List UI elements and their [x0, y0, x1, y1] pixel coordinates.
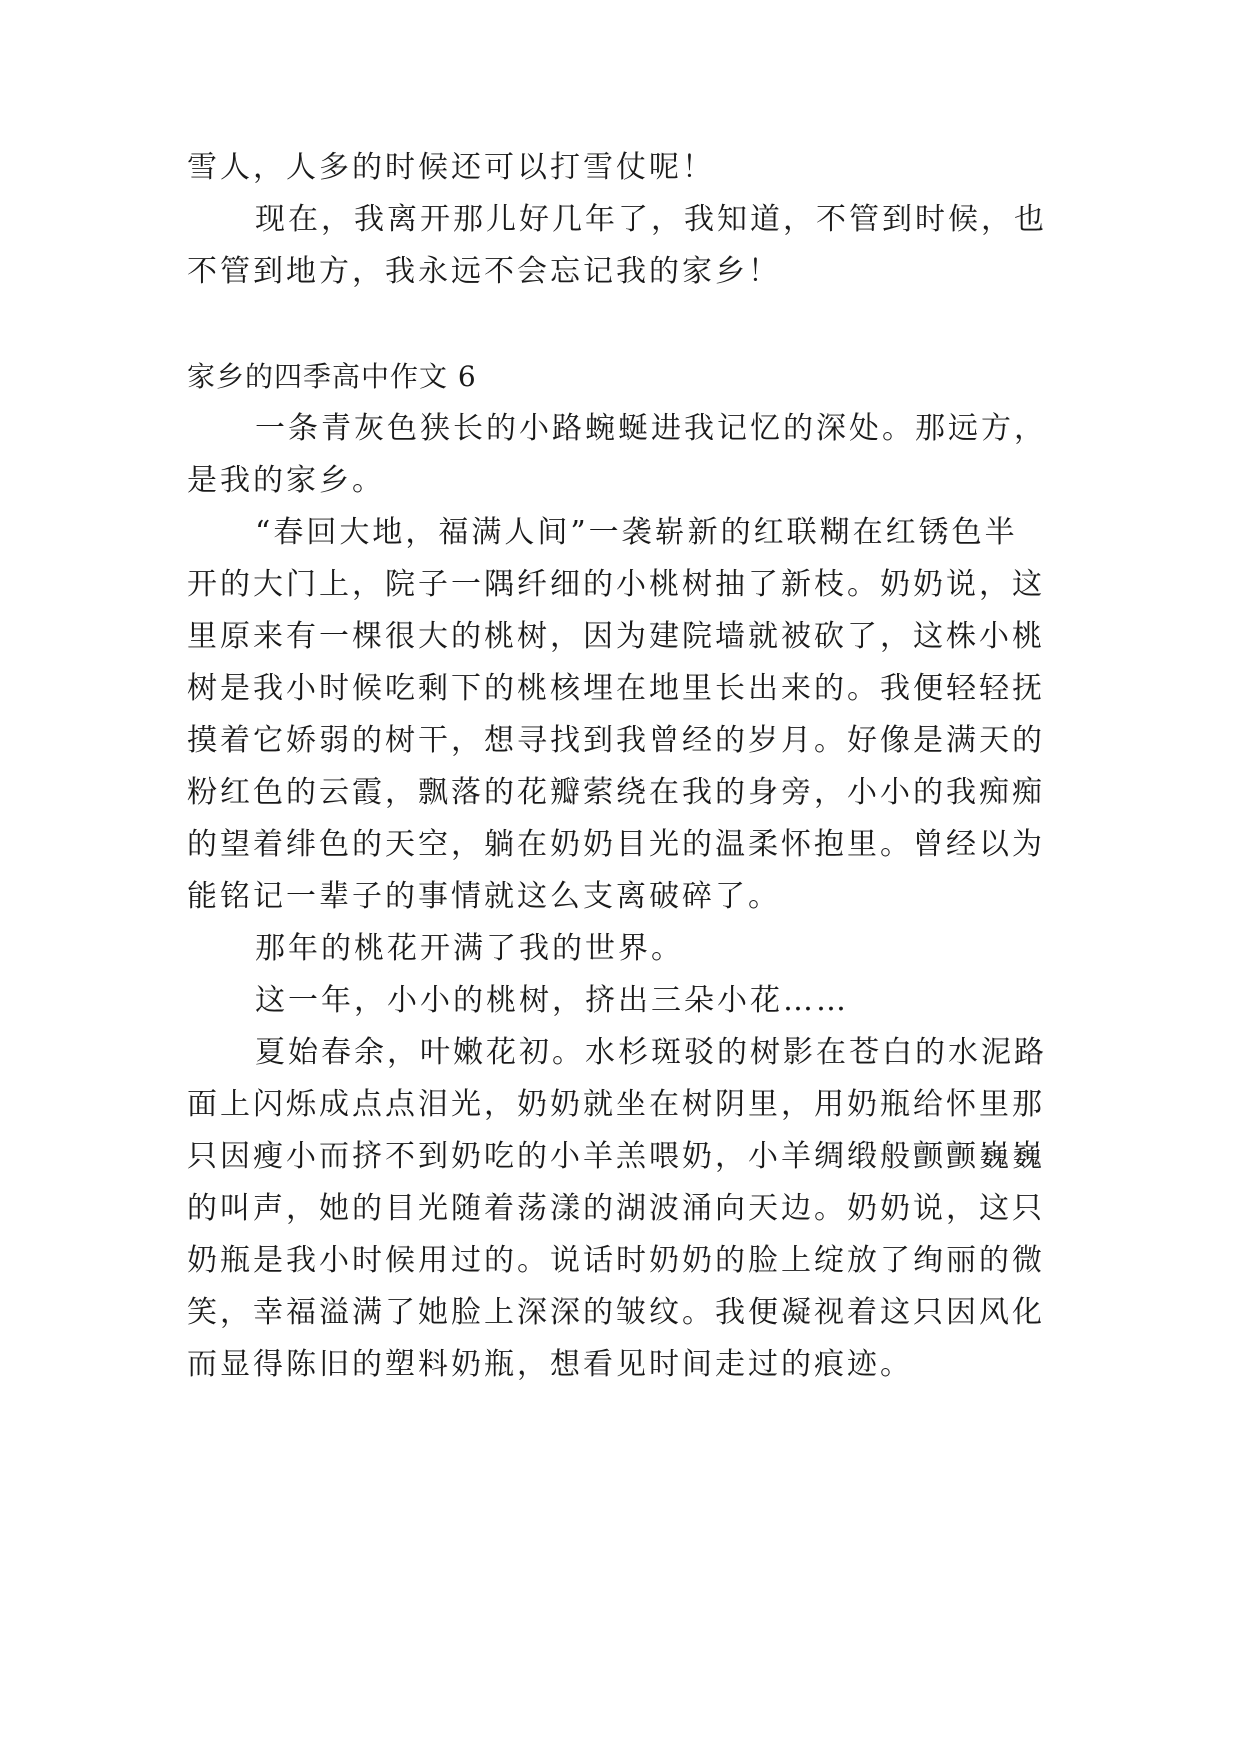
text-line: 雪人，人多的时候还可以打雪仗呢！	[187, 150, 715, 185]
text-line: 夏始春余，叶嫩花初。水杉斑驳的树影在苍白的水泥路	[255, 1035, 1047, 1070]
text-line: 那年的桃花开满了我的世界。	[255, 931, 684, 966]
text-line: 面上闪烁成点点泪光，奶奶就坐在树阴里，用奶瓶给怀里那	[187, 1087, 1045, 1122]
text-line: 开的大门上，院子一隅纤细的小桃树抽了新枝。奶奶说，这	[187, 567, 1045, 602]
text-line: 摸着它娇弱的树干，想寻找到我曾经的岁月。好像是满天的	[187, 723, 1045, 758]
text-line: “春回大地，福满人间”一袭崭新的红联糊在红锈色半	[255, 515, 1018, 550]
text-line: 这一年，小小的桃树，挤出三朵小花……	[255, 983, 849, 1018]
text-line: 的叫声，她的目光随着荡漾的湖波涌向天边。奶奶说，这只	[187, 1191, 1045, 1226]
text-line: 树是我小时候吃剩下的桃核埋在地里长出来的。我便轻轻抚	[187, 671, 1045, 706]
text-line: 一条青灰色狭长的小路蜿蜒进我记忆的深处。那远方，	[255, 411, 1047, 446]
text-line: 能铭记一辈子的事情就这么支离破碎了。	[187, 879, 781, 914]
text-line: 里原来有一棵很大的桃树，因为建院墙就被砍了，这株小桃	[187, 619, 1045, 654]
section-title: 家乡的四季高中作文 6	[187, 360, 477, 393]
text-line: 笑，幸福溢满了她脸上深深的皱纹。我便凝视着这只因风化	[187, 1295, 1045, 1330]
text-line: 奶瓶是我小时候用过的。说话时奶奶的脸上绽放了绚丽的微	[187, 1243, 1045, 1278]
text-line: 是我的家乡。	[187, 463, 385, 498]
text-line: 只因瘦小而挤不到奶吃的小羊羔喂奶，小羊绸缎般颤颤巍巍	[187, 1139, 1045, 1174]
text-line: 的望着绯色的天空，躺在奶奶目光的温柔怀抱里。曾经以为	[187, 827, 1045, 862]
text-line: 不管到地方，我永远不会忘记我的家乡！	[187, 254, 781, 289]
text-line: 现在，我离开那儿好几年了，我知道，不管到时候，也	[255, 202, 1047, 237]
text-line: 而显得陈旧的塑料奶瓶，想看见时间走过的痕迹。	[187, 1347, 913, 1382]
text-line: 粉红色的云霞，飘落的花瓣萦绕在我的身旁，小小的我痴痴	[187, 775, 1045, 810]
